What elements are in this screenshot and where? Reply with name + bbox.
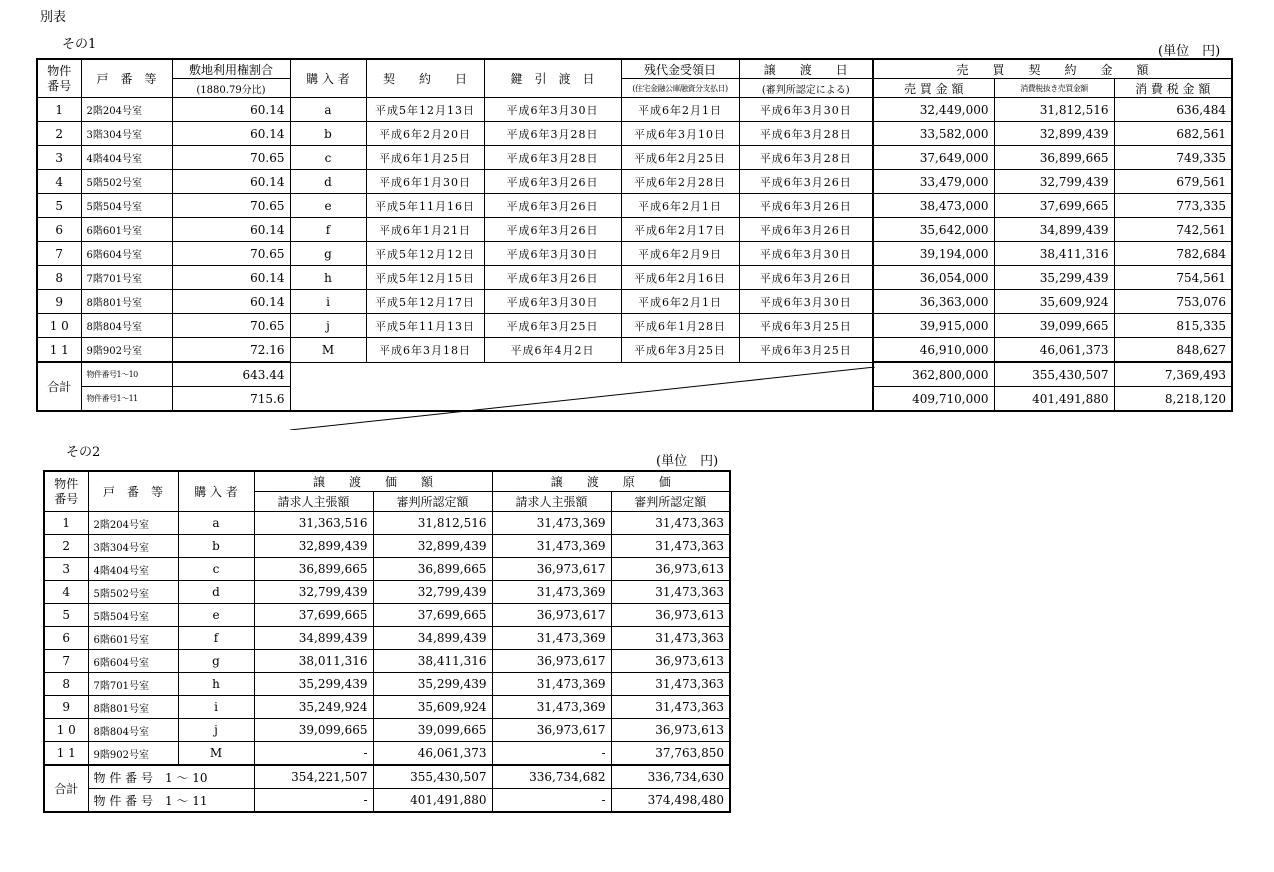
room-number: 2階204号室 [81, 98, 172, 122]
contract-date: 平成5年11月16日 [366, 194, 484, 218]
net-amount: 32,799,439 [994, 170, 1114, 194]
t1-header-land-sub: (1880.79分比) [172, 79, 290, 98]
buyer: b [290, 122, 366, 146]
contract-date: 平成6年2月20日 [366, 122, 484, 146]
buyer: e [178, 604, 254, 627]
price-tribunal: 32,899,439 [373, 535, 492, 558]
price-tribunal: 35,299,439 [373, 673, 492, 696]
buyer: j [178, 719, 254, 742]
balance-received-date: 平成6年1月28日 [621, 314, 739, 338]
price-claim: 31,363,516 [254, 512, 373, 535]
table-row [44, 512, 730, 535]
contract-date: 平成5年12月13日 [366, 98, 484, 122]
transfer-date: 平成6年3月30日 [739, 242, 873, 266]
t1-total-tax-1: 7,369,493 [1114, 362, 1232, 387]
price-claim: 34,899,439 [254, 627, 373, 650]
t1-header-balance: 残代金受領日 [621, 59, 739, 79]
price-claim: - [254, 742, 373, 766]
table-row [44, 650, 730, 673]
cost-tribunal: 36,973,613 [611, 604, 730, 627]
t1-total-land-2: 715.6 [172, 387, 290, 412]
property-no: 7 [44, 650, 88, 673]
sale-amount: 33,582,000 [873, 122, 994, 146]
t2-total-c-trib-2: 374,498,480 [611, 789, 730, 813]
contract-date: 平成5年11月13日 [366, 314, 484, 338]
balance-received-date: 平成6年2月28日 [621, 170, 739, 194]
land-share: 70.65 [172, 242, 290, 266]
buyer: d [290, 170, 366, 194]
transfer-date: 平成6年3月26日 [739, 194, 873, 218]
table-row [37, 170, 1232, 194]
key-handover-date: 平成6年3月26日 [484, 218, 621, 242]
t1-header-tax: 消 費 税 金 額 [1114, 79, 1232, 98]
price-claim: 32,799,439 [254, 581, 373, 604]
t2-header-cost-tribunal: 審判所認定額 [611, 492, 730, 512]
t1-total-land-1: 643.44 [172, 362, 290, 387]
room-number: 8階801号室 [88, 696, 178, 719]
table-row [44, 604, 730, 627]
t1-header-room: 戸 番 等 [81, 59, 172, 98]
room-number: 6階601号室 [81, 218, 172, 242]
sale-amount: 39,915,000 [873, 314, 994, 338]
table-row [37, 98, 1232, 122]
property-no: 3 [44, 558, 88, 581]
key-handover-date: 平成6年3月30日 [484, 242, 621, 266]
transfer-date: 平成6年3月26日 [739, 170, 873, 194]
table-row [37, 314, 1232, 338]
cost-tribunal: 31,473,363 [611, 696, 730, 719]
net-amount: 46,061,373 [994, 338, 1114, 363]
t2-total-label-1: 物 件 番 号 1 ～ 10 [88, 765, 254, 789]
sale-amount: 32,449,000 [873, 98, 994, 122]
balance-received-date: 平成6年3月10日 [621, 122, 739, 146]
t2-total-p-trib-1: 355,430,507 [373, 765, 492, 789]
t1-header-transfer-sub: (審判所認定による) [739, 79, 873, 98]
key-handover-date: 平成6年3月28日 [484, 146, 621, 170]
key-handover-date: 平成6年3月28日 [484, 122, 621, 146]
cost-claim: 36,973,617 [492, 650, 611, 673]
sale-amount: 36,363,000 [873, 290, 994, 314]
t2-total-c-claim-1: 336,734,682 [492, 765, 611, 789]
balance-received-date: 平成6年2月1日 [621, 98, 739, 122]
room-number: 8階804号室 [81, 314, 172, 338]
tax-amount: 753,076 [1114, 290, 1232, 314]
t1-header-no: 物件番号 [37, 59, 81, 98]
t2-header-buyer: 購 入 者 [178, 471, 254, 512]
t2-total-p-claim-2: - [254, 789, 373, 813]
contract-date: 平成5年12月12日 [366, 242, 484, 266]
contract-date: 平成5年12月15日 [366, 266, 484, 290]
property-no: 6 [37, 218, 81, 242]
room-number: 6階601号室 [88, 627, 178, 650]
t1-header-land: 敷地利用権割合 [172, 59, 290, 79]
key-handover-date: 平成6年3月26日 [484, 266, 621, 290]
property-no: 1 1 [37, 338, 81, 363]
balance-received-date: 平成6年2月1日 [621, 194, 739, 218]
t1-total-tax-2: 8,218,120 [1114, 387, 1232, 412]
tax-amount: 749,335 [1114, 146, 1232, 170]
tax-amount: 742,561 [1114, 218, 1232, 242]
t1-header-net: 消費税抜き売買金額 [994, 79, 1114, 98]
land-share: 72.16 [172, 338, 290, 363]
property-no: 5 [37, 194, 81, 218]
transfer-date: 平成6年3月30日 [739, 98, 873, 122]
property-no: 3 [37, 146, 81, 170]
table-row [44, 581, 730, 604]
room-number: 8階804号室 [88, 719, 178, 742]
t2-header-no: 物件番号 [44, 471, 88, 512]
balance-received-date: 平成6年2月25日 [621, 146, 739, 170]
table2 [43, 470, 731, 813]
land-share: 60.14 [172, 98, 290, 122]
net-amount: 31,812,516 [994, 98, 1114, 122]
buyer: d [178, 581, 254, 604]
balance-received-date: 平成6年2月1日 [621, 290, 739, 314]
price-tribunal: 31,812,516 [373, 512, 492, 535]
buyer: g [178, 650, 254, 673]
t2-total-c-claim-2: - [492, 789, 611, 813]
property-no: 4 [37, 170, 81, 194]
t1-header-contract: 契 約 日 [366, 59, 484, 98]
page-title: 別表 [40, 10, 67, 25]
room-number: 7階701号室 [88, 673, 178, 696]
property-no: 9 [44, 696, 88, 719]
buyer: a [290, 98, 366, 122]
buyer: h [178, 673, 254, 696]
price-claim: 35,299,439 [254, 673, 373, 696]
cost-tribunal: 31,473,363 [611, 512, 730, 535]
table-row [44, 696, 730, 719]
cost-tribunal: 31,473,363 [611, 535, 730, 558]
buyer: i [178, 696, 254, 719]
table-row [44, 558, 730, 581]
price-claim: 37,699,665 [254, 604, 373, 627]
tax-amount: 754,561 [1114, 266, 1232, 290]
room-number: 9階902号室 [81, 338, 172, 363]
sale-amount: 38,473,000 [873, 194, 994, 218]
cost-claim: 31,473,369 [492, 535, 611, 558]
room-number: 4階404号室 [88, 558, 178, 581]
tax-amount: 636,484 [1114, 98, 1232, 122]
t1-header-amount-group: 売 買 契 約 金 額 [873, 59, 1232, 79]
property-no: 9 [37, 290, 81, 314]
table1 [36, 58, 1233, 412]
room-number: 6階604号室 [88, 650, 178, 673]
key-handover-date: 平成6年3月25日 [484, 314, 621, 338]
t1-total-net-2: 401,491,880 [994, 387, 1114, 412]
room-number: 5階504号室 [88, 604, 178, 627]
table-row [37, 218, 1232, 242]
property-no: 1 0 [37, 314, 81, 338]
land-share: 60.14 [172, 122, 290, 146]
room-number: 3階304号室 [81, 122, 172, 146]
table-row [44, 627, 730, 650]
property-no: 8 [37, 266, 81, 290]
t2-header-room: 戸 番 等 [88, 471, 178, 512]
table-row [37, 338, 1232, 363]
net-amount: 35,299,439 [994, 266, 1114, 290]
price-tribunal: 35,609,924 [373, 696, 492, 719]
transfer-date: 平成6年3月26日 [739, 218, 873, 242]
t1-header-key: 鍵 引 渡 日 [484, 59, 621, 98]
table-row [37, 122, 1232, 146]
key-handover-date: 平成6年4月2日 [484, 338, 621, 363]
table1-unit: (単位 円) [1158, 44, 1221, 59]
property-no: 1 [44, 512, 88, 535]
t1-total-label-2: 物件番号1～11 [81, 387, 172, 412]
table-row [37, 290, 1232, 314]
property-no: 1 [37, 98, 81, 122]
room-number: 2階204号室 [88, 512, 178, 535]
table-row [37, 146, 1232, 170]
property-no: 6 [44, 627, 88, 650]
cost-claim: 31,473,369 [492, 512, 611, 535]
property-no: 7 [37, 242, 81, 266]
cost-tribunal: 31,473,363 [611, 581, 730, 604]
table1-caption: その1 [62, 37, 97, 52]
land-share: 60.14 [172, 290, 290, 314]
cost-claim: - [492, 742, 611, 766]
t2-header-price-tribunal: 審判所認定額 [373, 492, 492, 512]
buyer: c [290, 146, 366, 170]
t1-header-balance-sub: (住宅金融公庫融資分支払日) [621, 79, 739, 98]
net-amount: 35,609,924 [994, 290, 1114, 314]
t2-total-p-claim-1: 354,221,507 [254, 765, 373, 789]
table-row [44, 719, 730, 742]
transfer-date: 平成6年3月30日 [739, 290, 873, 314]
property-no: 1 1 [44, 742, 88, 766]
buyer: j [290, 314, 366, 338]
property-no: 1 0 [44, 719, 88, 742]
net-amount: 32,899,439 [994, 122, 1114, 146]
t1-total-sale-2: 409,710,000 [873, 387, 994, 412]
cost-claim: 31,473,369 [492, 581, 611, 604]
contract-date: 平成6年1月25日 [366, 146, 484, 170]
room-number: 5階502号室 [81, 170, 172, 194]
cost-claim: 31,473,369 [492, 696, 611, 719]
t1-total-label: 合計 [37, 362, 81, 411]
property-no: 8 [44, 673, 88, 696]
t2-total-label: 合計 [44, 765, 88, 812]
contract-date: 平成6年1月30日 [366, 170, 484, 194]
price-tribunal: 32,799,439 [373, 581, 492, 604]
table-row [44, 742, 730, 766]
net-amount: 36,899,665 [994, 146, 1114, 170]
price-tribunal: 37,699,665 [373, 604, 492, 627]
t2-header-cost-claim: 請求人主張額 [492, 492, 611, 512]
tax-amount: 815,335 [1114, 314, 1232, 338]
room-number: 4階404号室 [81, 146, 172, 170]
sale-amount: 37,649,000 [873, 146, 994, 170]
room-number: 6階604号室 [81, 242, 172, 266]
price-claim: 32,899,439 [254, 535, 373, 558]
t1-total-label-1: 物件番号1～10 [81, 362, 172, 387]
t1-header-sale: 売 買 金 額 [873, 79, 994, 98]
sale-amount: 35,642,000 [873, 218, 994, 242]
t1-header-transfer: 譲 渡 日 [739, 59, 873, 79]
t2-total-label-2: 物 件 番 号 1 ～ 11 [88, 789, 254, 813]
buyer: M [290, 338, 366, 363]
price-tribunal: 36,899,665 [373, 558, 492, 581]
cost-claim: 31,473,369 [492, 627, 611, 650]
net-amount: 38,411,316 [994, 242, 1114, 266]
price-tribunal: 39,099,665 [373, 719, 492, 742]
t2-header-price-claim: 請求人主張額 [254, 492, 373, 512]
cost-tribunal: 37,763,850 [611, 742, 730, 766]
tax-amount: 782,684 [1114, 242, 1232, 266]
cost-claim: 36,973,617 [492, 719, 611, 742]
tax-amount: 848,627 [1114, 338, 1232, 363]
balance-received-date: 平成6年2月9日 [621, 242, 739, 266]
t1-header-buyer: 購 入 者 [290, 59, 366, 98]
sale-amount: 33,479,000 [873, 170, 994, 194]
room-number: 7階701号室 [81, 266, 172, 290]
cost-tribunal: 36,973,613 [611, 719, 730, 742]
room-number: 9階902号室 [88, 742, 178, 766]
balance-received-date: 平成6年3月25日 [621, 338, 739, 363]
buyer: h [290, 266, 366, 290]
cost-tribunal: 31,473,363 [611, 673, 730, 696]
price-tribunal: 34,899,439 [373, 627, 492, 650]
t1-total-sale-1: 362,800,000 [873, 362, 994, 387]
price-claim: 35,249,924 [254, 696, 373, 719]
price-claim: 38,011,316 [254, 650, 373, 673]
land-share: 70.65 [172, 194, 290, 218]
t2-header-cost-group: 譲 渡 原 価 [492, 471, 730, 492]
buyer: f [290, 218, 366, 242]
room-number: 8階801号室 [81, 290, 172, 314]
net-amount: 39,099,665 [994, 314, 1114, 338]
table-row [37, 242, 1232, 266]
tax-amount: 679,561 [1114, 170, 1232, 194]
key-handover-date: 平成6年3月30日 [484, 98, 621, 122]
transfer-date: 平成6年3月28日 [739, 146, 873, 170]
contract-date: 平成6年1月21日 [366, 218, 484, 242]
buyer: M [178, 742, 254, 766]
key-handover-date: 平成6年3月26日 [484, 194, 621, 218]
contract-date: 平成6年3月18日 [366, 338, 484, 363]
contract-date: 平成5年12月17日 [366, 290, 484, 314]
property-no: 2 [44, 535, 88, 558]
balance-received-date: 平成6年2月17日 [621, 218, 739, 242]
room-number: 5階504号室 [81, 194, 172, 218]
property-no: 4 [44, 581, 88, 604]
buyer: i [290, 290, 366, 314]
land-share: 60.14 [172, 218, 290, 242]
transfer-date: 平成6年3月28日 [739, 122, 873, 146]
key-handover-date: 平成6年3月30日 [484, 290, 621, 314]
transfer-date: 平成6年3月25日 [739, 314, 873, 338]
buyer: g [290, 242, 366, 266]
price-claim: 39,099,665 [254, 719, 373, 742]
sale-amount: 39,194,000 [873, 242, 994, 266]
price-tribunal: 46,061,373 [373, 742, 492, 766]
buyer: b [178, 535, 254, 558]
buyer: f [178, 627, 254, 650]
transfer-date: 平成6年3月25日 [739, 338, 873, 363]
buyer: e [290, 194, 366, 218]
cost-tribunal: 36,973,613 [611, 558, 730, 581]
t2-total-c-trib-1: 336,734,630 [611, 765, 730, 789]
room-number: 5階502号室 [88, 581, 178, 604]
buyer: c [178, 558, 254, 581]
price-claim: 36,899,665 [254, 558, 373, 581]
property-no: 5 [44, 604, 88, 627]
room-number: 3階304号室 [88, 535, 178, 558]
cost-tribunal: 36,973,613 [611, 650, 730, 673]
t2-header-price-group: 譲 渡 価 額 [254, 471, 492, 492]
property-no: 2 [37, 122, 81, 146]
t2-total-p-trib-2: 401,491,880 [373, 789, 492, 813]
sale-amount: 36,054,000 [873, 266, 994, 290]
tax-amount: 682,561 [1114, 122, 1232, 146]
t1-total-net-1: 355,430,507 [994, 362, 1114, 387]
buyer: a [178, 512, 254, 535]
cost-tribunal: 31,473,363 [611, 627, 730, 650]
land-share: 60.14 [172, 170, 290, 194]
table2-unit: (単位 円) [656, 454, 719, 469]
cost-claim: 31,473,369 [492, 673, 611, 696]
tax-amount: 773,335 [1114, 194, 1232, 218]
transfer-date: 平成6年3月26日 [739, 266, 873, 290]
net-amount: 37,699,665 [994, 194, 1114, 218]
table2-caption: その2 [66, 445, 101, 460]
land-share: 70.65 [172, 314, 290, 338]
balance-received-date: 平成6年2月16日 [621, 266, 739, 290]
cost-claim: 36,973,617 [492, 558, 611, 581]
net-amount: 34,899,439 [994, 218, 1114, 242]
land-share: 70.65 [172, 146, 290, 170]
cost-claim: 36,973,617 [492, 604, 611, 627]
table-row [37, 194, 1232, 218]
table-row [44, 535, 730, 558]
sale-amount: 46,910,000 [873, 338, 994, 363]
land-share: 60.14 [172, 266, 290, 290]
price-tribunal: 38,411,316 [373, 650, 492, 673]
table-row [44, 673, 730, 696]
key-handover-date: 平成6年3月26日 [484, 170, 621, 194]
table-row [37, 266, 1232, 290]
